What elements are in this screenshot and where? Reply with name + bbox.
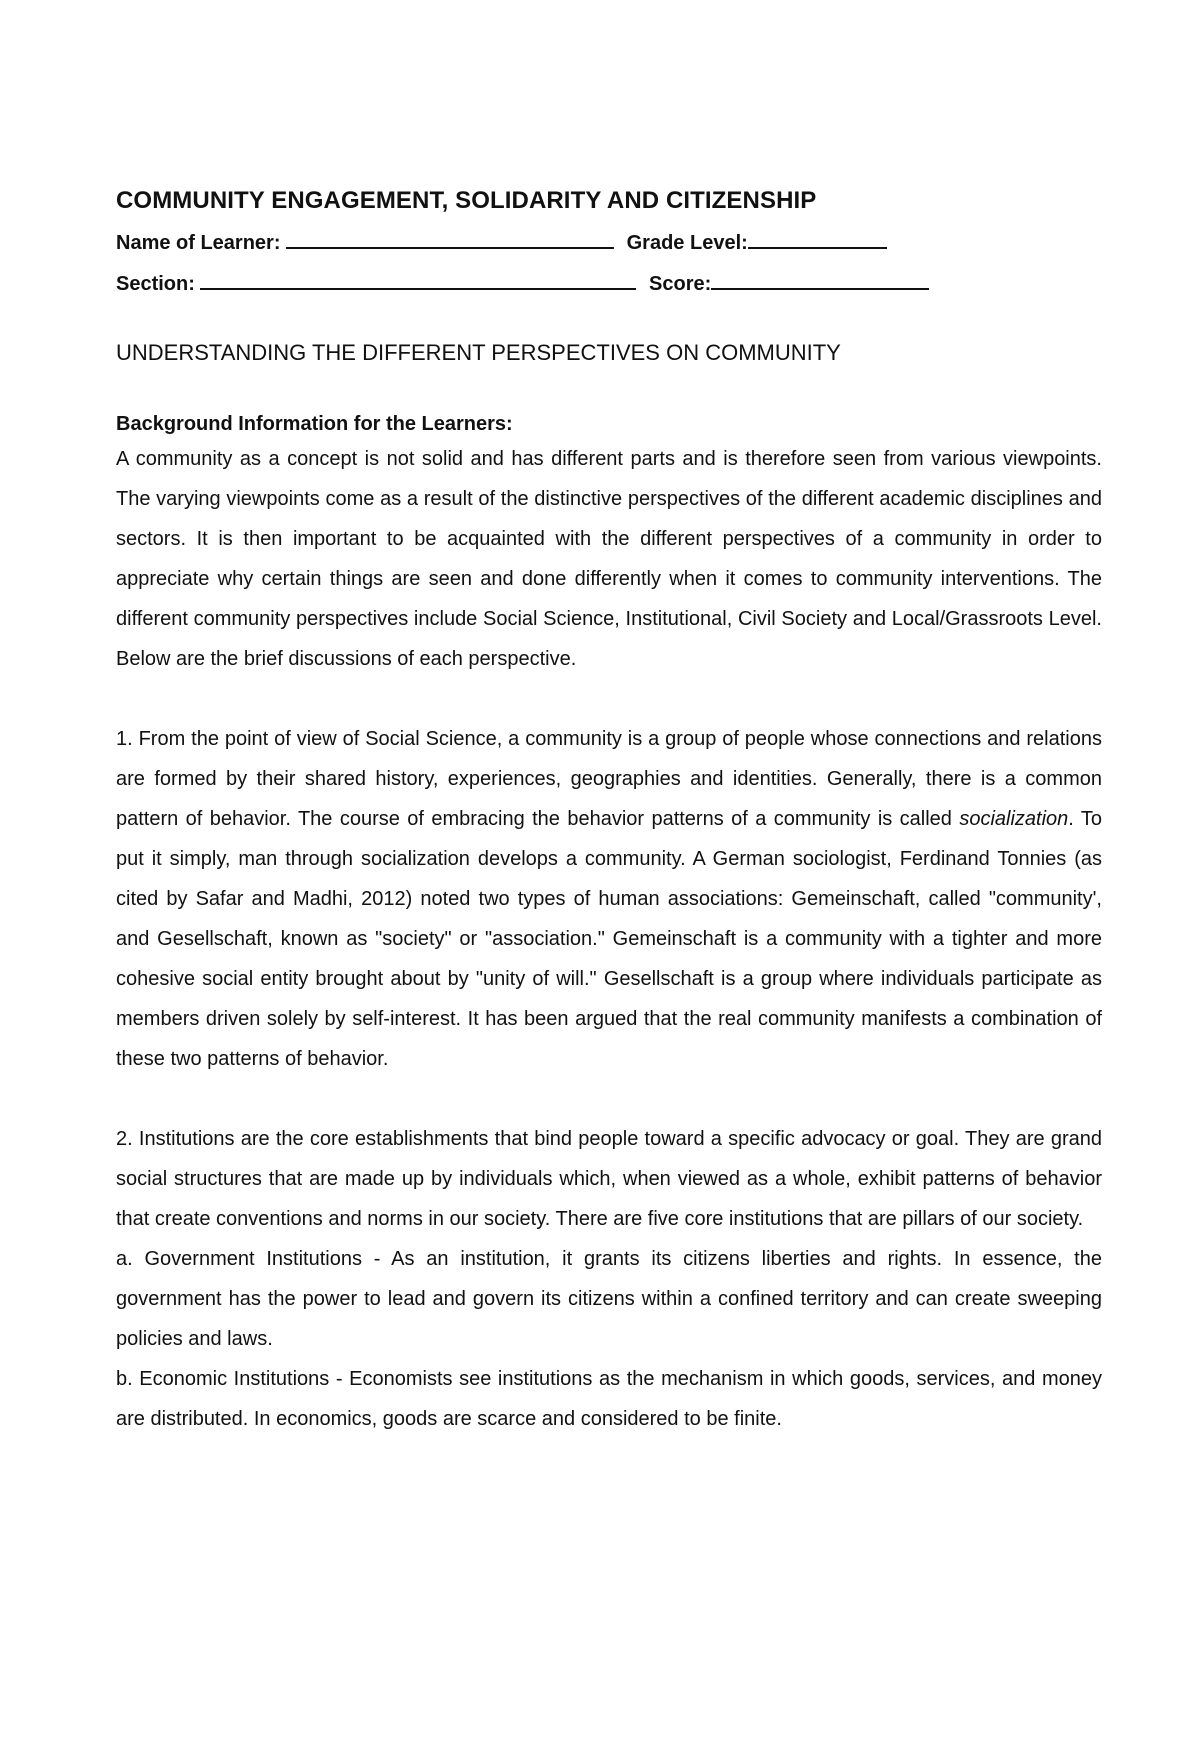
background-heading: Background Information for the Learners: (116, 413, 513, 435)
section-score-row (116, 269, 1102, 297)
grade-level-blank (748, 228, 887, 249)
point-1-italic-term: socialization (959, 808, 1069, 830)
point-1-text-end: . To put it simply, man through socialization develops a community. A German sociologist, Ferdinand Tonnies (as cited by Safar and Madhi, 2012) noted two types of human associations: Gemeinschaft, called "community', and Gesellschaft, known as "society" or "association." Gemeinschaft is a community with a tighter and more cohesive social entity brought about by "unity of will." Gesellschaft is a group where individuals participate as members driven solely by self-interest. It has been argued that the real community manifests a combination of these two patterns of behavior. (116, 808, 1103, 1070)
point-1-text-start: 1. From the point of view of Social Science, a community is a group of people whose connections and relations are formed by their shared history, experiences, geographies and identities. Generally, there is a common pattern of behavior. The course of embracing the behavior patterns of a community is called (116, 728, 1102, 830)
section-heading: UNDERSTANDING THE DIFFERENT PERSPECTIVES ON COMMUNITY (116, 340, 841, 365)
document-page (116, 186, 1102, 1439)
document-title: COMMUNITY ENGAGEMENT, SOLIDARITY AND CITIZENSHIP (116, 187, 817, 214)
background-paragraph: A community as a concept is not solid and has different parts and is therefore seen from various viewpoints. The varying viewpoints come as a result of the distinctive perspectives of the different academic disciplines and sectors. It is then important to be acquainted with the different perspectives of a community in order to appreciate why certain things are seen and done differently when it comes to community interventions. The different community perspectives include Social Science, Institutional, Civil Society and Local/Grassroots Level. Below are the brief discussions of each perspective. (116, 448, 1102, 670)
section-blank (200, 269, 636, 290)
point-2a-paragraph: a. Government Institutions - As an institution, it grants its citizens liberties and rights. In essence, the government has the power to lead and govern its citizens within a confined territory and can create sweeping policies and laws. (116, 1248, 1102, 1350)
point-2b-paragraph: b. Economic Institutions - Economists see institutions as the mechanism in which goods, services, and money are distributed. In economics, goods are scarce and considered to be finite. (116, 1368, 1102, 1430)
name-of-learner-blank (286, 228, 614, 249)
section-label: Section: (116, 273, 195, 295)
score-blank (711, 269, 929, 290)
point-1-paragraph (116, 719, 1102, 1079)
point-2-paragraph: 2. Institutions are the core establishments that bind people toward a specific advocacy or goal. They are grand social structures that are made up by individuals which, when viewed as a whole, exhibit patterns of behavior that create conventions and norms in our society. There are five core institutions that are pillars of our society. (116, 1128, 1102, 1230)
score-label: Score: (649, 273, 712, 295)
learner-info-row (116, 228, 1102, 256)
name-of-learner-label: Name of Learner: (116, 232, 281, 254)
grade-level-label: Grade Level: (626, 232, 748, 254)
